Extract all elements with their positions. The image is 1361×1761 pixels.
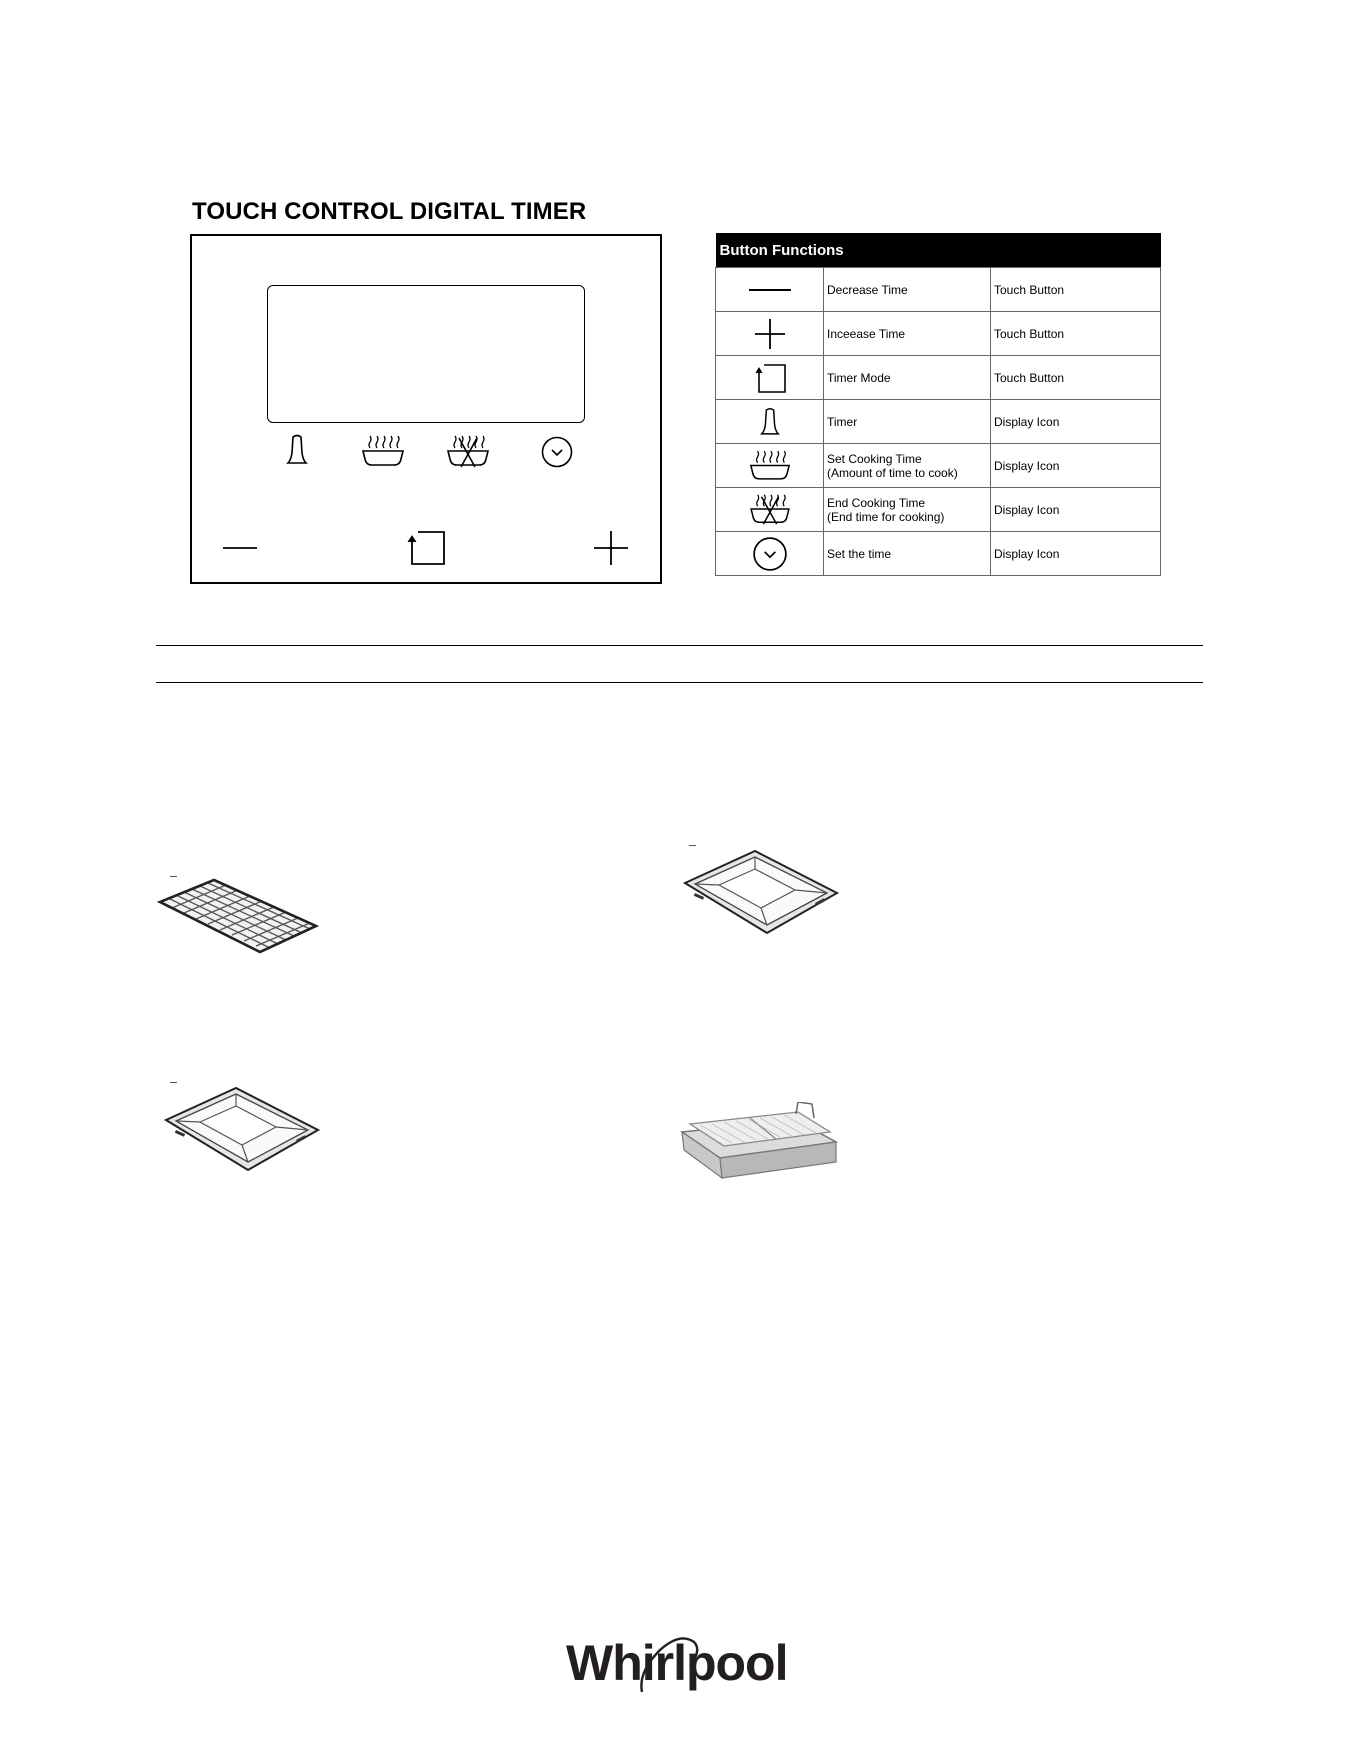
clock-icon — [752, 546, 788, 560]
table-header: Button Functions — [716, 233, 1161, 268]
logo-swoosh — [636, 1636, 706, 1703]
image-corner-mark — [170, 1082, 177, 1083]
table-row — [716, 532, 1161, 576]
bell-icon — [759, 414, 781, 428]
table-row — [716, 400, 1161, 444]
minus-icon — [749, 283, 791, 297]
timer-display — [267, 285, 585, 423]
whirlpool-logo: Whirlpool — [566, 1635, 788, 1691]
increase-time-button[interactable] — [594, 531, 628, 565]
clock-icon — [540, 435, 574, 469]
divider-line — [156, 682, 1203, 683]
function-name: Decrease Time — [824, 268, 991, 312]
function-type: Display Icon — [991, 444, 1161, 488]
timer-mode-button[interactable] — [404, 528, 446, 566]
table-row — [716, 488, 1161, 532]
plus-icon — [755, 326, 785, 340]
function-type: Touch Button — [991, 268, 1161, 312]
table-row — [716, 444, 1161, 488]
bell-icon — [285, 433, 309, 467]
function-name: Inceease Time — [824, 312, 991, 356]
function-type: Display Icon — [991, 400, 1161, 444]
table-row — [716, 312, 1161, 356]
function-name: Timer — [824, 400, 991, 444]
image-corner-mark — [689, 845, 696, 846]
timer-mode-icon — [753, 370, 787, 384]
function-name: Set the time — [824, 532, 991, 576]
function-type: Display Icon — [991, 532, 1161, 576]
pot-icon — [748, 458, 792, 472]
wire-grid-icon — [156, 876, 320, 956]
baking-tray-icon — [164, 1084, 320, 1174]
function-type: Display Icon — [991, 488, 1161, 532]
table-row — [716, 356, 1161, 400]
baking-tray-icon — [683, 847, 839, 937]
air-fry-basket-icon — [680, 1102, 840, 1182]
pot-crossed-icon — [748, 502, 792, 516]
button-functions-table — [715, 233, 1161, 576]
function-name: Timer Mode — [824, 356, 991, 400]
pot-crossed-icon — [445, 434, 491, 470]
decrease-time-button[interactable] — [223, 546, 257, 550]
table-row — [716, 268, 1161, 312]
divider-line — [156, 645, 1203, 646]
function-type: Touch Button — [991, 312, 1161, 356]
section-heading: TOUCH CONTROL DIGITAL TIMER — [192, 198, 587, 225]
function-name: End Cooking Time (End time for cooking) — [824, 488, 991, 532]
function-name: Set Cooking Time (Amount of time to cook) — [824, 444, 991, 488]
function-type: Touch Button — [991, 356, 1161, 400]
pot-icon — [360, 434, 406, 468]
